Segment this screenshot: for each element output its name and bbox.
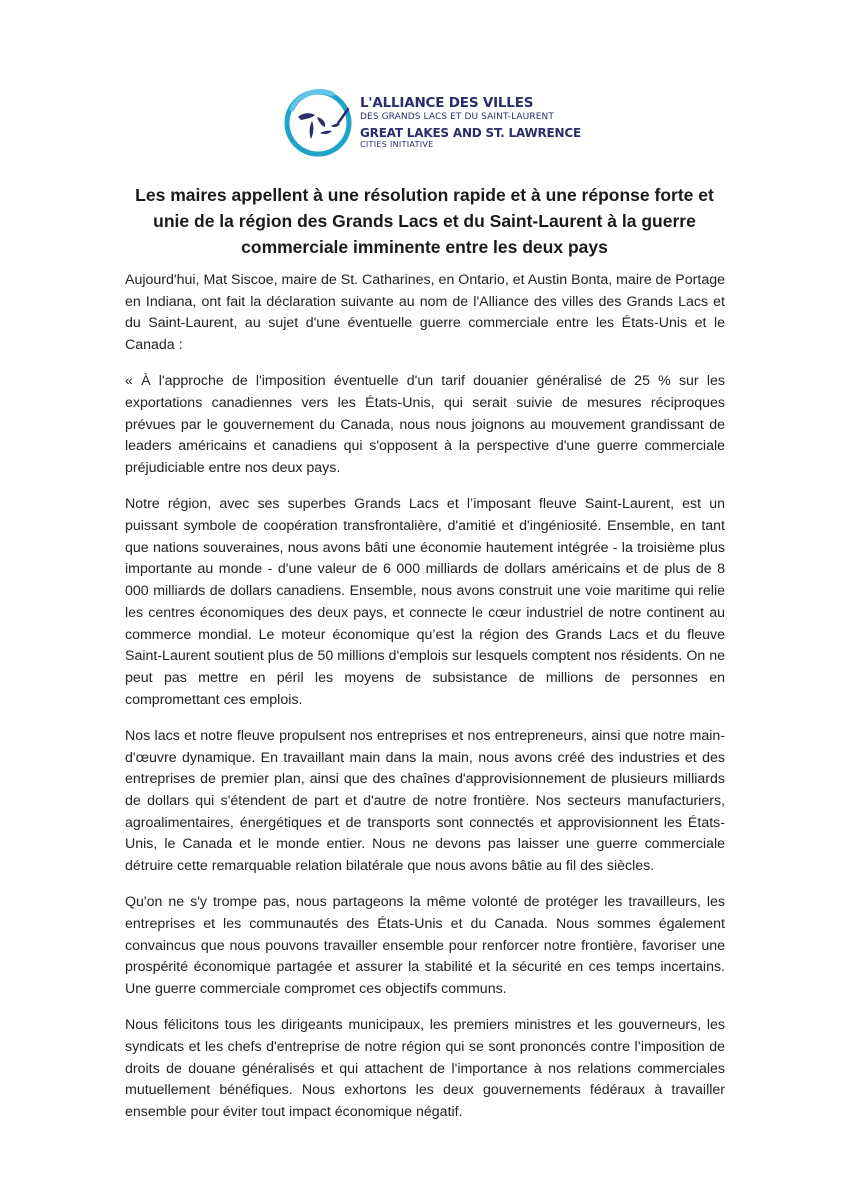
paragraph-economy: Nos lacs et notre fleuve propulsent nos entreprises et nos entrepreneurs, ainsi que notre main-d'œuvre dynamique. En travaillant main dans la main, nous avons créé des industries et des entreprises de premier plan, ainsi que des chaînes d'approvisionnement de plusieurs milliards de dollars qui s'étendent de part et d'autre de notre frontière. Nos secteurs manufacturiers, agroalimentaires, énergétiques et de transports sont connectés et approvisionnent les États-Unis, le Canada et le monde entier. Nous ne devons pas laisser une guerre commerciale détruire cette remarquable relation bilatérale que nous avons bâtie au fil des siècles. bbox=[125, 727, 725, 875]
logo-wordmark bbox=[360, 97, 581, 149]
paragraph-leaders: Nous félicitons tous les dirigeants municipaux, les premiers ministres et les gouverneurs, les syndicats et les chefs d'entreprise de notre région qui se sont prononcés contre l’imposition de droits de douane généralisés et qui attachent de l'importance à nos relations commerciales mutuellement bénéfiques. Nous exhortons les deux gouvernements fédéraux à travailler ensemble pour éviter tout impact économique négatif. bbox=[125, 1017, 725, 1121]
great-lakes-logo-icon bbox=[282, 87, 354, 159]
logo-line-3: GREAT LAKES AND ST. LAWRENCE bbox=[360, 125, 581, 140]
logo-line-4: CITIES INITIATIVE bbox=[360, 139, 434, 149]
page-title: Les maires appellent à une résolution rapide et à une réponse forte et unie de la région des Grands Lacs et du Saint-Laurent à la guerre commerciale imminente entre les deux pays bbox=[135, 185, 714, 257]
paragraph-tariff: « À l'approche de l'imposition éventuelle d'un tarif douanier généralisé de 25 % sur les exportations canadiennes vers les États-Unis, qui serait suivie de mesures réciproques prévues par le gouvernement du Canada, nous nous joignons au mouvement grandissant de leaders américains et canadiens qui s'opposent à la perspective d'une guerre commerciale préjudiciable entre nos deux pays. bbox=[125, 373, 725, 477]
paragraph-region: Notre région, avec ses superbes Grands Lacs et l’imposant fleuve Saint-Laurent, est un puissant symbole de coopération transfrontalière, d'amitié et d'ingéniosité. Ensemble, en tant que nations souveraines, nous avons bâti une économie hautement intégrée - la troisième plus importante au monde - d'une valeur de 6 000 milliards de dollars américains et de plus de 8 000 milliards de dollars canadiens. Ensemble, nous avons construit une voie maritime qui relie les centres économiques des deux pays, et connecte le cœur industriel de notre continent au commerce mondial. Le moteur économique qu’est la région des Grands Lacs et du fleuve Saint-Laurent soutient plus de 50 millions d'emplois sur lesquels comptent nos résidents. On ne peut pas mettre en péril les moyens de subsistance de millions de personnes en compromettant ces emplois. bbox=[125, 496, 725, 708]
logo-line-2: DES GRANDS LACS ET DU SAINT-LAURENT bbox=[360, 111, 554, 122]
paragraph-intro: Aujourd'hui, Mat Siscoe, maire de St. Catharines, en Ontario, et Austin Bonta, maire de Portage en Indiana, ont fait la déclaration suivante au nom de l'Alliance des villes des Grands Lacs et du Saint-Laurent, au sujet d'une éventuelle guerre commerciale entre les États-Unis et le Canada : bbox=[125, 272, 725, 354]
document-body bbox=[125, 270, 725, 1138]
paragraph-workers: Qu'on ne s'y trompe pas, nous partageons la même volonté de protéger les travailleurs, les entreprises et les communautés des États-Unis et du Canada. Nous sommes également convaincus que nous pouvons travailler ensemble pour renforcer notre frontière, favoriser une prospérité économique partagée et assurer la stabilité et la sécurité en ces temps incertains. Une guerre commerciale compromet ces objectifs communs. bbox=[125, 894, 725, 998]
organization-logo bbox=[282, 84, 582, 162]
logo-line-1: L'ALLIANCE DES VILLES bbox=[360, 95, 534, 112]
